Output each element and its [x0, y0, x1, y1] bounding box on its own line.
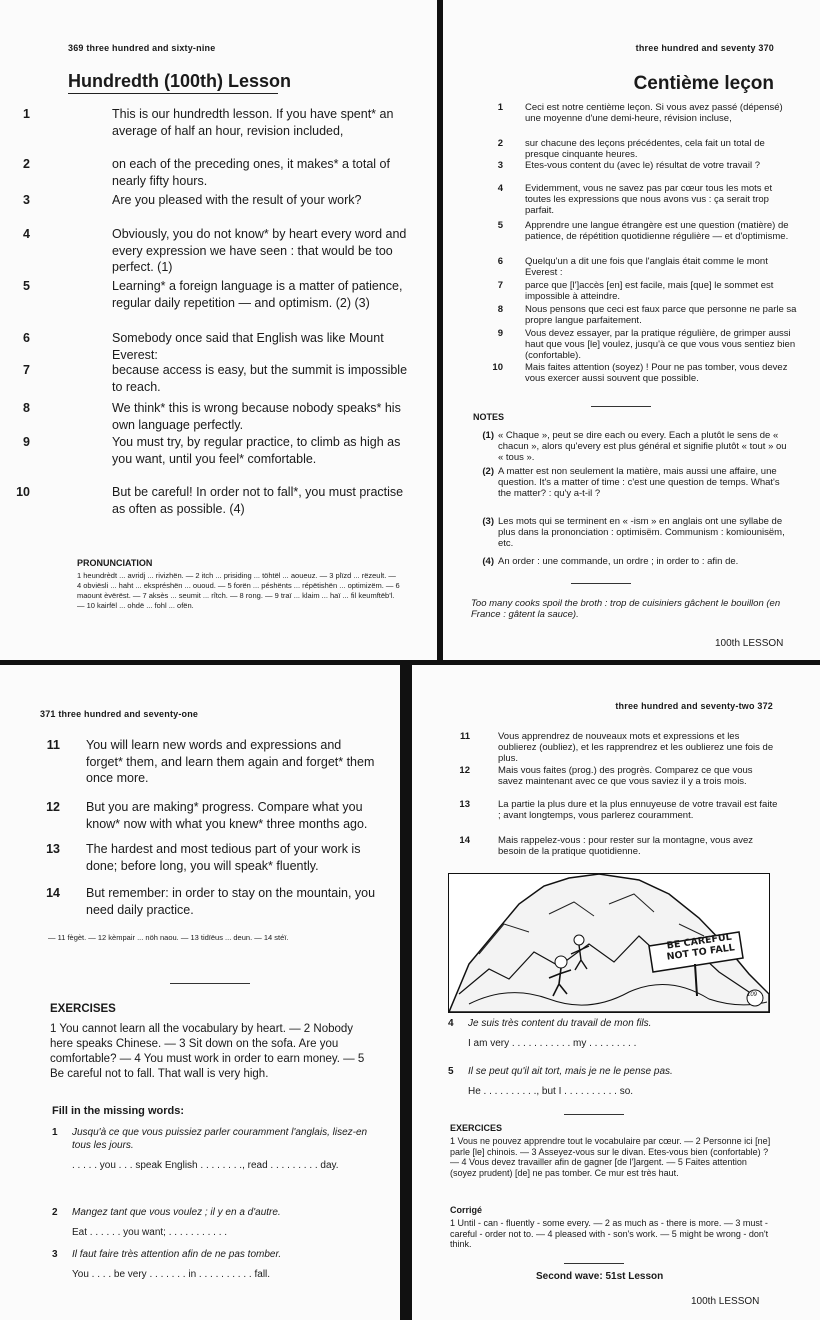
line-number: 4: [23, 227, 30, 241]
title-underline: [68, 93, 278, 94]
line-number: 6: [23, 331, 30, 345]
numbered-line: [23, 400, 412, 433]
line-number: 1: [497, 102, 503, 113]
line-text: But be careful! In order not to fall*, you must practise as often as possible. (4): [112, 485, 404, 516]
line-number: 14: [459, 835, 470, 846]
corrige-title: Corrigé: [450, 1205, 483, 1215]
line-text: Vous devez essayer, par la pratique régulière, de grimper aussi haut que vous [le] voulez, jusqu'à ce que vous vous sentiez bien (confortable).: [525, 328, 796, 361]
line-number: 7: [497, 280, 503, 291]
page-header: three hundred and seventy 370: [635, 43, 774, 53]
pronunciation-title: PRONUNCIATION: [77, 558, 153, 568]
line-number: 11: [46, 738, 60, 752]
line-number: 10: [492, 362, 503, 373]
fill-title: Fill in the missing words:: [52, 1105, 185, 1117]
pronunciation-text: 1 heundrèdt ... avridj ... rivizhën. — 2 itch ... prisiding ... töhtël ... aoueuz. — 3 plïzd ... rëzeult. — 4 obviësli ... haht ... ekspréshën ... ououd. — 5 forën ... péshënts ... répëtishën ... optimizëm. — 6 maount èvërëst. — 7 aksès ... seumit ... rîtch. — 8 rong. — 9 traï ... klaim ... haï ... fil keumftëb'l. — 10 kairfël ... ohdë ... fohl ... ofën.: [77, 571, 400, 610]
line-number: 7: [23, 363, 30, 377]
page-371: [0, 665, 400, 1320]
note-text: An order : une commande, un ordre ; in order to : afin de.: [498, 556, 739, 567]
line-number: 13: [459, 799, 470, 810]
notes-title: NOTES: [473, 412, 505, 422]
line-text: Are you pleased with the result of your work?: [112, 193, 362, 207]
note-item: [482, 556, 794, 567]
line-number: 8: [497, 304, 503, 315]
page-header: 369 three hundred and sixty-nine: [68, 43, 216, 53]
divider: [564, 1263, 624, 1264]
line-text: Obviously, you do not know* by heart every word and every expression we have seen : that would be too perfect. (1): [112, 227, 407, 274]
cartoon-sign-text: BE CAREFUL NOT TO FALL: [666, 931, 736, 963]
note-item: [482, 430, 794, 463]
fill-number: 1: [52, 1127, 58, 1138]
fill-item: [448, 1017, 778, 1050]
fill-prompt: Il se peut qu'il ait tort, mais je ne le pense pas.: [468, 1066, 673, 1077]
line-number: 6: [497, 256, 503, 267]
fill-number: 2: [52, 1207, 58, 1218]
line-number: 3: [23, 193, 30, 207]
note-item: [482, 466, 794, 499]
corrige-text: 1 Until - can - fluently - some every. — 2 as much as - there is more. — 3 must - careful - order not to. — 4 pleased with - son's work. — 5 might be wrong - don't think.: [450, 1218, 769, 1249]
note-number: (2): [482, 466, 494, 477]
note-number: (4): [482, 556, 494, 567]
numbered-line: [497, 102, 797, 124]
page-footer: 100th LESSON: [715, 638, 784, 649]
line-number: 4: [497, 183, 503, 194]
note-number: (1): [482, 430, 494, 441]
line-text: Apprendre une langue étrangère est une question (matière) de patience, de répétition quotidienne régulière — et d'optimisme.: [525, 220, 789, 242]
numbered-line: [23, 192, 412, 209]
lesson-title: Hundredth (100th) Lesson: [68, 71, 292, 91]
climbing-cartoon: [448, 873, 770, 1013]
line-number: 2: [497, 138, 503, 149]
line-text: Vous apprendrez de nouveaux mots et expressions et les oublierez (oubliez), et les rapprendrez et les oublierez une fois de plus.: [498, 731, 774, 764]
divider: [564, 1114, 624, 1115]
fill-number: 5: [448, 1066, 454, 1077]
numbered-line: [497, 304, 797, 326]
lesson-title: Centième leçon: [633, 73, 774, 94]
fill-answer-line: He . . . . . . . . . ., but I . . . . . . . . . . so.: [468, 1086, 634, 1097]
note-text: Les mots qui se terminent en « -ism » en anglais ont une syllabe de plus dans la prononciation : optimisëm. Communism : komiounisëm, etc.: [498, 516, 785, 549]
line-number: 2: [23, 157, 30, 171]
fill-item: [52, 1248, 372, 1281]
gutter-top: [437, 0, 443, 660]
line-text: The hardest and most tedious part of your work is done; before long, you will speak* fluently.: [86, 842, 361, 873]
gutter-bottom: [400, 665, 412, 1320]
numbered-line: [23, 106, 412, 139]
numbered-line: [23, 226, 412, 276]
numbered-line: [497, 220, 797, 242]
fill-item: [448, 1065, 778, 1098]
second-wave: Second wave: 51st Lesson: [536, 1271, 664, 1282]
numbered-line: [459, 731, 778, 764]
proverb: Too many cooks spoil the broth : trop de cuisiniers gâchent le bouillon (en France : gâtent la sauce).: [471, 598, 781, 620]
fill-answer-line: Eat . . . . . . you want; . . . . . . . . . . .: [72, 1227, 228, 1238]
numbered-line: [23, 330, 412, 363]
line-text: on each of the preceding ones, it makes* a total of nearly fifty hours.: [112, 157, 390, 188]
line-text: This is our hundredth lesson. If you have spent* an average of half an hour, revision included,: [112, 107, 394, 138]
fill-answer-line: I am very . . . . . . . . . . . my . . . . . . . . .: [468, 1038, 637, 1049]
fill-number: 4: [448, 1018, 454, 1029]
numbered-line: [459, 765, 778, 787]
exercises-title: EXERCISES: [50, 1003, 116, 1015]
numbered-line: [497, 138, 797, 160]
exercices-title: EXERCICES: [450, 1123, 503, 1133]
numbered-line: [23, 278, 412, 311]
fill-answer-line: You . . . . be very . . . . . . . in . . . . . . . . . . fall.: [72, 1269, 271, 1280]
line-text: because access is easy, but the summit is impossible to reach.: [112, 363, 408, 394]
divider: [571, 583, 631, 584]
note-item: [482, 516, 794, 549]
line-text: But remember: in order to stay on the mountain, you need daily practice.: [86, 886, 376, 917]
pronunciation-text: — 11 fègèt. — 12 kèmpair ... nöh naou. — 13 tidïëus ... deun. — 14 stéï.: [48, 933, 289, 942]
page-header: three hundred and seventy-two 372: [615, 701, 773, 711]
page-369: [0, 0, 437, 660]
page-370: [443, 0, 820, 660]
line-text: Quelqu'un a dit une fois que l'anglais était comme le mont Everest :: [525, 256, 768, 278]
line-text: Mais rappelez-vous : pour rester sur la montagne, vous avez besoin de la pratique quotidienne.: [498, 835, 754, 857]
fill-prompt: Jusqu'à ce que vous puissiez parler couramment l'anglais, lisez-en tous les jours.: [72, 1127, 368, 1151]
line-number: 8: [23, 401, 30, 415]
line-text: Mais vous faites (prog.) des progrès. Comparez ce que vous savez maintenant avec ce que vous saviez il y a trois mois.: [498, 765, 753, 787]
line-number: 1: [23, 107, 30, 121]
line-text: We think* this is wrong because nobody speaks* his own language perfectly.: [112, 401, 401, 432]
exercises-text: 1 You cannot learn all the vocabulary by heart. — 2 Nobody here speaks Chinese. — 3 Sit down on the sofa. Are you comfortable? — 4 You must work in order to earn money. — 5 Be careful not to fall. That wall is very high.: [50, 1023, 365, 1080]
line-number: 13: [46, 842, 60, 856]
numbered-line: [497, 183, 797, 216]
line-text: But you are making* progress. Compare what you know* now with what you knew* three months ago.: [86, 800, 368, 831]
line-number: 5: [23, 279, 30, 293]
line-text: You must try, by regular practice, to climb as high as you want, until you feel* comfortable.: [112, 435, 401, 466]
line-text: sur chacune des leçons précédentes, cela fait un total de presque cinquante heures.: [525, 138, 765, 160]
line-number: 9: [497, 328, 503, 339]
note-number: (3): [482, 516, 494, 527]
note-text: « Chaque », peut se dire each ou every. Each a plutôt le sens de « chacun », alors qu'every est plus général et signifie plutôt « tout » ou « tous ».: [498, 430, 787, 463]
line-text: Ceci est notre centième leçon. Si vous avez passé (dépensé) une moyenne d'une demi-heure, révision incluse,: [525, 102, 783, 124]
numbered-line: [23, 362, 412, 395]
line-text: Nous pensons que ceci est faux parce que personne ne parle sa propre langue parfaitement.: [525, 304, 797, 326]
line-text: Mais faites attention (soyez) ! Pour ne pas tomber, vous devez vous exercer aussi souvent que possible.: [525, 362, 788, 384]
line-text: Learning* a foreign language is a matter of patience, regular daily repetition — and optimism. (2) (3): [112, 279, 403, 310]
line-number: 5: [497, 220, 503, 231]
line-text: Etes-vous content du (avec le) résultat de votre travail ?: [525, 160, 760, 171]
page-footer: 100th LESSON: [691, 1296, 760, 1307]
numbered-line: [497, 328, 797, 361]
fill-item: [52, 1126, 372, 1172]
line-text: parce que [l']accès [en] est facile, mais [que] le sommet est impossible à atteindre.: [525, 280, 774, 302]
divider: [591, 406, 651, 407]
fill-prompt: Je suis très content du travail de mon fils.: [468, 1018, 652, 1029]
note-text: A matter est non seulement la matière, mais aussi une affaire, une question. It's a matter of time : c'est une question de temps. What's the matter? : qu'y a-t-il ?: [498, 466, 780, 499]
numbered-line: [497, 280, 797, 302]
line-number: 12: [46, 800, 60, 814]
numbered-line: [497, 160, 797, 171]
line-number: 12: [459, 765, 470, 776]
line-text: La partie la plus dure et la plus ennuyeuse de votre travail est faite ; avant longtemps, vous parlerez couramment.: [498, 799, 778, 821]
numbered-line: [16, 484, 412, 517]
numbered-line: [23, 156, 412, 189]
line-number: 3: [497, 160, 503, 171]
divider: [170, 983, 250, 984]
cartoon-tag: 109: [747, 992, 758, 998]
fill-number: 3: [52, 1249, 58, 1260]
numbered-line: [497, 256, 797, 278]
line-number: 11: [459, 731, 470, 742]
line-text: You will learn new words and expressions and forget* them, and learn them again and forget* them once more.: [86, 738, 375, 785]
line-number: 9: [23, 435, 30, 449]
fill-prompt: Mangez tant que vous voulez ; il y en a d'autre.: [72, 1207, 281, 1218]
numbered-line: [46, 885, 376, 918]
numbered-line: [459, 835, 778, 857]
page-372: [412, 665, 820, 1320]
numbered-line: [23, 434, 412, 467]
numbered-line: [46, 799, 376, 832]
numbered-line: [46, 737, 376, 787]
numbered-line: [46, 841, 376, 874]
fill-answer-line: . . . . . you . . . speak English . . . . . . . ., read . . . . . . . . . day.: [72, 1160, 339, 1171]
line-text: Somebody once said that English was like Mount Everest:: [112, 331, 384, 362]
fill-item: [52, 1206, 372, 1239]
fill-prompt: Il faut faire très attention afin de ne pas tomber.: [72, 1249, 282, 1260]
exercices-text: 1 Vous ne pouvez apprendre tout le vocabulaire par cœur. — 2 Personne ici [ne] parle [le] chinois. — 3 Asseyez-vous sur le divan. Etes-vous bien (confortable) ? — 4 Vous devez travailler afin de gagner [de l']argent. — 5 Faites attention (soyez prudent) [de] ne pas tomber. Ce mur est très haut.: [450, 1136, 771, 1178]
line-text: Evidemment, vous ne savez pas par cœur tous les mots et toutes les expressions que nous avons vus : ça serait trop parfait.: [525, 183, 773, 216]
numbered-line: [492, 362, 797, 384]
numbered-line: [459, 799, 778, 821]
page-header: 371 three hundred and seventy-one: [40, 709, 199, 719]
line-number: 14: [46, 886, 60, 900]
line-number: 10: [16, 485, 30, 499]
